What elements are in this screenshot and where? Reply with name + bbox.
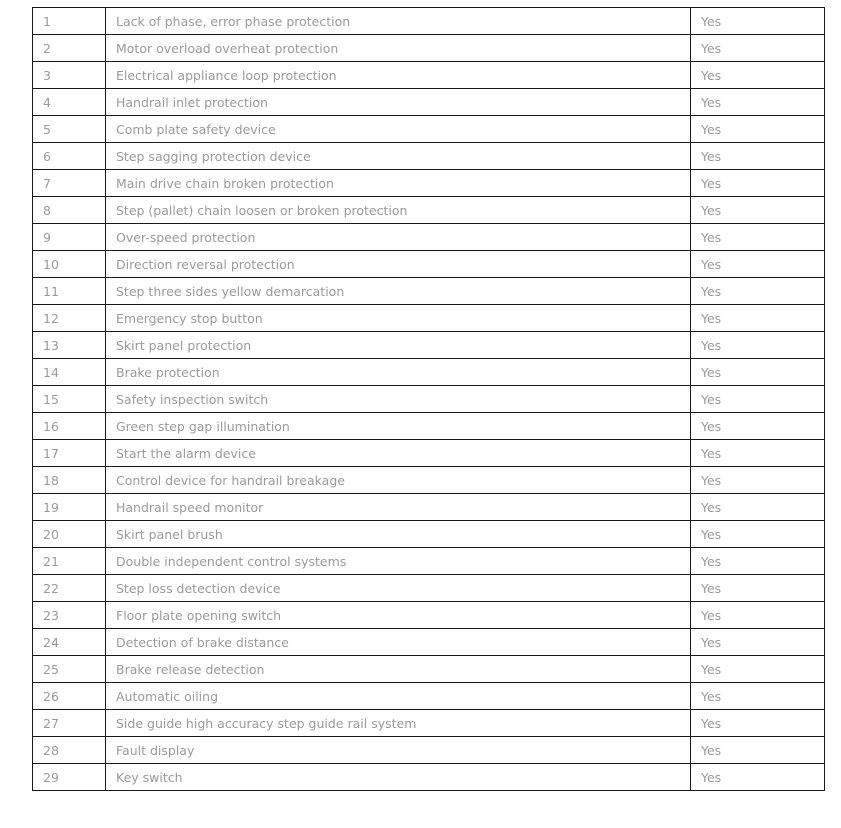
feature-availability: Yes xyxy=(691,62,825,89)
row-number: 18 xyxy=(33,467,106,494)
table-row xyxy=(33,656,825,683)
table-row xyxy=(33,629,825,656)
feature-name: Skirt panel protection xyxy=(106,332,691,359)
table-row xyxy=(33,35,825,62)
row-number: 25 xyxy=(33,656,106,683)
feature-availability: Yes xyxy=(691,521,825,548)
feature-availability: Yes xyxy=(691,197,825,224)
feature-name: Detection of brake distance xyxy=(106,629,691,656)
table-row xyxy=(33,548,825,575)
feature-availability: Yes xyxy=(691,710,825,737)
table-row xyxy=(33,521,825,548)
row-number: 28 xyxy=(33,737,106,764)
row-number: 7 xyxy=(33,170,106,197)
feature-availability: Yes xyxy=(691,332,825,359)
table-row xyxy=(33,278,825,305)
row-number: 9 xyxy=(33,224,106,251)
feature-name: Floor plate opening switch xyxy=(106,602,691,629)
table-row xyxy=(33,575,825,602)
feature-name: Emergency stop button xyxy=(106,305,691,332)
row-number: 3 xyxy=(33,62,106,89)
table-body xyxy=(33,8,825,791)
row-number: 1 xyxy=(33,8,106,35)
feature-availability: Yes xyxy=(691,440,825,467)
feature-name: Automatic oiling xyxy=(106,683,691,710)
table-row xyxy=(33,494,825,521)
feature-availability: Yes xyxy=(691,35,825,62)
feature-availability: Yes xyxy=(691,386,825,413)
feature-availability: Yes xyxy=(691,656,825,683)
table-row xyxy=(33,683,825,710)
feature-availability: Yes xyxy=(691,413,825,440)
table-row xyxy=(33,737,825,764)
feature-availability: Yes xyxy=(691,359,825,386)
feature-name: Step three sides yellow demarcation xyxy=(106,278,691,305)
feature-availability: Yes xyxy=(691,629,825,656)
row-number: 13 xyxy=(33,332,106,359)
feature-name: Over-speed protection xyxy=(106,224,691,251)
table-row xyxy=(33,413,825,440)
feature-name: Step (pallet) chain loosen or broken protection xyxy=(106,197,691,224)
row-number: 17 xyxy=(33,440,106,467)
row-number: 16 xyxy=(33,413,106,440)
feature-availability: Yes xyxy=(691,143,825,170)
table-row xyxy=(33,386,825,413)
feature-availability: Yes xyxy=(691,170,825,197)
feature-availability: Yes xyxy=(691,224,825,251)
feature-name: Double independent control systems xyxy=(106,548,691,575)
row-number: 10 xyxy=(33,251,106,278)
row-number: 5 xyxy=(33,116,106,143)
feature-availability: Yes xyxy=(691,251,825,278)
feature-name: Brake release detection xyxy=(106,656,691,683)
feature-name: Lack of phase, error phase protection xyxy=(106,8,691,35)
feature-name: Skirt panel brush xyxy=(106,521,691,548)
row-number: 22 xyxy=(33,575,106,602)
feature-name: Main drive chain broken protection xyxy=(106,170,691,197)
feature-availability: Yes xyxy=(691,116,825,143)
feature-name: Direction reversal protection xyxy=(106,251,691,278)
feature-availability: Yes xyxy=(691,305,825,332)
feature-availability: Yes xyxy=(691,575,825,602)
table-row xyxy=(33,62,825,89)
feature-availability: Yes xyxy=(691,683,825,710)
table-row xyxy=(33,8,825,35)
table-row xyxy=(33,764,825,791)
feature-name: Step loss detection device xyxy=(106,575,691,602)
row-number: 4 xyxy=(33,89,106,116)
feature-name: Handrail inlet protection xyxy=(106,89,691,116)
row-number: 20 xyxy=(33,521,106,548)
table-row xyxy=(33,710,825,737)
feature-availability: Yes xyxy=(691,8,825,35)
feature-name: Electrical appliance loop protection xyxy=(106,62,691,89)
table-row xyxy=(33,143,825,170)
feature-availability: Yes xyxy=(691,467,825,494)
row-number: 29 xyxy=(33,764,106,791)
feature-availability: Yes xyxy=(691,548,825,575)
feature-availability: Yes xyxy=(691,764,825,791)
row-number: 12 xyxy=(33,305,106,332)
feature-availability: Yes xyxy=(691,278,825,305)
feature-name: Step sagging protection device xyxy=(106,143,691,170)
feature-name: Brake protection xyxy=(106,359,691,386)
table-row xyxy=(33,440,825,467)
feature-name: Comb plate safety device xyxy=(106,116,691,143)
row-number: 15 xyxy=(33,386,106,413)
feature-availability: Yes xyxy=(691,89,825,116)
feature-name: Safety inspection switch xyxy=(106,386,691,413)
table-row xyxy=(33,251,825,278)
row-number: 27 xyxy=(33,710,106,737)
feature-name: Side guide high accuracy step guide rail system xyxy=(106,710,691,737)
table-row xyxy=(33,332,825,359)
table-row xyxy=(33,467,825,494)
table-row xyxy=(33,305,825,332)
row-number: 2 xyxy=(33,35,106,62)
table-row xyxy=(33,359,825,386)
row-number: 21 xyxy=(33,548,106,575)
feature-name: Motor overload overheat protection xyxy=(106,35,691,62)
row-number: 8 xyxy=(33,197,106,224)
feature-name: Fault display xyxy=(106,737,691,764)
row-number: 14 xyxy=(33,359,106,386)
row-number: 19 xyxy=(33,494,106,521)
row-number: 24 xyxy=(33,629,106,656)
row-number: 26 xyxy=(33,683,106,710)
row-number: 11 xyxy=(33,278,106,305)
feature-name: Key switch xyxy=(106,764,691,791)
table-row xyxy=(33,197,825,224)
table-row xyxy=(33,170,825,197)
row-number: 6 xyxy=(33,143,106,170)
table-row xyxy=(33,116,825,143)
safety-features-table xyxy=(32,7,825,791)
feature-name: Start the alarm device xyxy=(106,440,691,467)
feature-availability: Yes xyxy=(691,494,825,521)
row-number: 23 xyxy=(33,602,106,629)
feature-name: Green step gap illumination xyxy=(106,413,691,440)
feature-name: Control device for handrail breakage xyxy=(106,467,691,494)
table-row xyxy=(33,89,825,116)
feature-name: Handrail speed monitor xyxy=(106,494,691,521)
feature-availability: Yes xyxy=(691,737,825,764)
table-row xyxy=(33,602,825,629)
feature-availability: Yes xyxy=(691,602,825,629)
table-row xyxy=(33,224,825,251)
